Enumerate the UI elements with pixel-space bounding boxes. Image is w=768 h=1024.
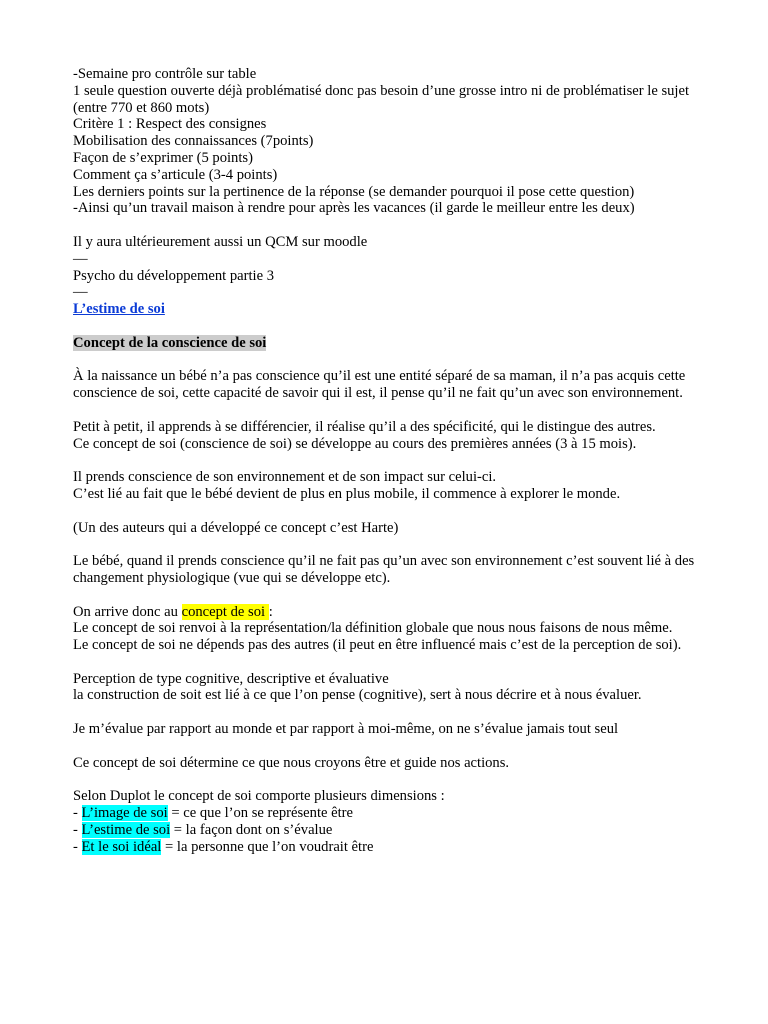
- separator-dash: —: [73, 250, 88, 267]
- document-page: [73, 66, 723, 855]
- intro-line: Les derniers points sur la pertinence de la réponse (se demander pourquoi il pose cette question): [73, 183, 635, 200]
- intro-line: Façon de s’exprimer (5 points): [73, 149, 253, 166]
- list-rest: = la personne que l’on voudrait être: [161, 838, 374, 855]
- intro-line: -Ainsi qu’un travail maison à rendre pour après les vacances (il garde le meilleur entre les deux): [73, 200, 635, 217]
- paragraph: Selon Duplot le concept de soi comporte plusieurs dimensions :: [73, 788, 445, 805]
- paragraph-line: Ce concept de soi (conscience de soi) se développe au cours des premières années (3 à 15 mois).: [73, 435, 637, 452]
- list-item: [73, 839, 723, 856]
- intro-line: Comment ça s’articule (3-4 points): [73, 166, 278, 183]
- concept-prefix: On arrive donc au: [73, 603, 182, 620]
- list-item: [73, 822, 723, 839]
- paragraph: (Un des auteurs qui a développé ce concept c’est Harte): [73, 519, 399, 536]
- list-prefix: -: [73, 805, 82, 822]
- paragraph: Le bébé, quand il prends conscience qu’il ne fait pas qu’un avec son environnement c’est souvent lié à des changement physiologique (vue qui se développe etc).: [73, 553, 695, 586]
- paragraph-line: Il prends conscience de son environnement et de son impact sur celui-ci.: [73, 469, 497, 486]
- qcm-line: Il y aura ultérieurement aussi un QCM sur moodle: [73, 233, 368, 250]
- list-rest: = ce que l’on se représente être: [167, 805, 354, 822]
- list-rest: = la façon dont on s’évalue: [170, 821, 333, 838]
- paragraph-line: Perception de type cognitive, descriptive et évaluative: [73, 670, 389, 687]
- list-item: [73, 805, 723, 822]
- paragraph-line: Le concept de soi renvoi à la représentation/la définition globale que nous nous faisons de nous même.: [73, 620, 673, 637]
- concept-line: [73, 604, 723, 621]
- paragraph: Ce concept de soi détermine ce que nous croyons être et guide nos actions.: [73, 754, 510, 771]
- list-prefix: -: [73, 821, 82, 838]
- section-heading: Concept de la conscience de soi: [73, 334, 267, 351]
- paragraph: Je m’évalue par rapport au monde et par rapport à moi-même, on ne s’évalue jamais tout seul: [73, 721, 619, 738]
- intro-line: Critère 1 : Respect des consignes: [73, 116, 267, 133]
- highlighted-term: L’estime de soi: [81, 821, 171, 838]
- concept-suffix: :: [268, 603, 273, 620]
- highlighted-term: L’image de soi: [81, 805, 168, 822]
- intro-line: Mobilisation des connaissances (7points): [73, 133, 314, 150]
- highlighted-term: Et le soi idéal: [81, 838, 162, 855]
- intro-line: -Semaine pro contrôle sur table: [73, 66, 257, 82]
- separator-dash: —: [73, 284, 88, 301]
- paragraph-line: C’est lié au fait que le bébé devient de plus en plus mobile, il commence à explorer le monde.: [73, 485, 621, 502]
- paragraph-line: Petit à petit, il apprends à se différencier, il réalise qu’il a des spécificité, qui le distingue des autres.: [73, 418, 656, 435]
- highlighted-concept: concept de soi: [181, 603, 269, 620]
- paragraph: À la naissance un bébé n’a pas conscience qu’il est une entité séparé de sa maman, il n’a pas acquis cette conscience de soi, cette capacité de savoir qui il est, il pense qu’il ne fait qu’un avec son environnement.: [73, 368, 686, 402]
- section-link-estime-de-soi[interactable]: L’estime de soi: [73, 301, 165, 318]
- course-title: Psycho du développement partie 3: [73, 267, 275, 284]
- list-prefix: -: [73, 838, 82, 855]
- paragraph-line: Le concept de soi ne dépends pas des autres (il peut en être influencé mais c’est de la perception de soi).: [73, 637, 682, 654]
- paragraph-line: la construction de soit est lié à ce que l’on pense (cognitive), sert à nous décrire et à nous évaluer.: [73, 687, 642, 704]
- intro-line: 1 seule question ouverte déjà problématisé donc pas besoin d’une grosse intro ni de problématiser le sujet (entre 770 et 860 mots): [73, 82, 690, 116]
